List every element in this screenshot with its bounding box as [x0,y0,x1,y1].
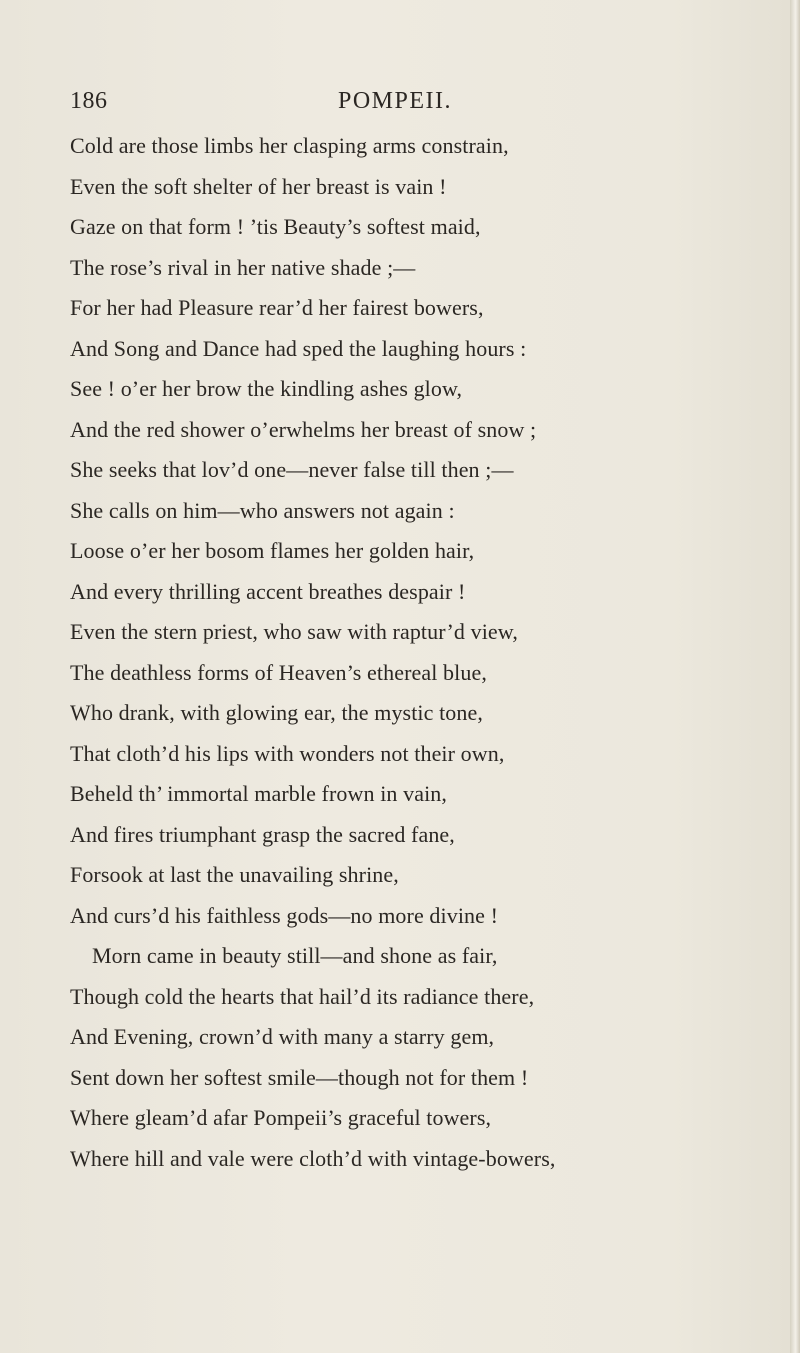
poem-line: That cloth’d his lips with wonders not their own, [70,740,505,766]
page-header [70,88,710,120]
poem-line: Sent down her softest smile—though not for them ! [70,1064,529,1090]
poem-line: The rose’s rival in her native shade ;— [70,254,416,280]
poem-line: And Song and Dance had sped the laughing hours : [70,335,527,361]
poem-line: Forsook at last the unavailing shrine, [70,862,399,887]
poem-line: Though cold the hearts that hail’d its radiance there, [70,983,535,1009]
poem-line: Gaze on that form ! ’tis Beauty’s softest maid, [70,214,481,239]
poem-line: Who drank, with glowing ear, the mystic tone, [70,700,483,725]
poem-line: Beheld th’ immortal marble frown in vain, [70,781,447,806]
poem-line: And curs’d his faithless gods—no more divine ! [70,902,499,928]
poem-line: The deathless forms of Heaven’s ethereal blue, [70,659,487,685]
poem-line: Where hill and vale were cloth’d with vintage-bowers, [70,1145,556,1171]
poem-line: Cold are those limbs her clasping arms constrain, [70,133,509,158]
poem-line: She seeks that lov’d one—never false till then ;— [70,457,514,482]
poem-line: Even the stern priest, who saw with raptur’d view, [70,619,518,644]
poem-line: She calls on him—who answers not again : [70,497,455,523]
poem-text [70,126,770,1179]
poem-line: Where gleam’d afar Pompeii’s graceful towers, [70,1105,492,1130]
poem-line: Even the soft shelter of her breast is vain ! [70,173,447,199]
page-edge [790,0,800,1353]
running-title: POMPEII. [338,88,453,114]
poem-line: For her had Pleasure rear’d her fairest bowers, [70,295,484,320]
page-number: 186 [70,88,108,114]
poem-line: And every thrilling accent breathes despair ! [70,578,466,604]
poem-line: And fires triumphant grasp the sacred fane, [70,821,455,847]
poem-line: Loose o’er her bosom flames her golden hair, [70,538,475,563]
poem-line: And the red shower o’erwhelms her breast of snow ; [70,416,537,442]
poem-line: See ! o’er her brow the kindling ashes glow, [70,376,463,401]
poem-line: And Evening, crown’d with many a starry gem, [70,1024,495,1049]
poem-line-stanza-start: Morn came in beauty still—and shone as fair, [92,943,498,968]
